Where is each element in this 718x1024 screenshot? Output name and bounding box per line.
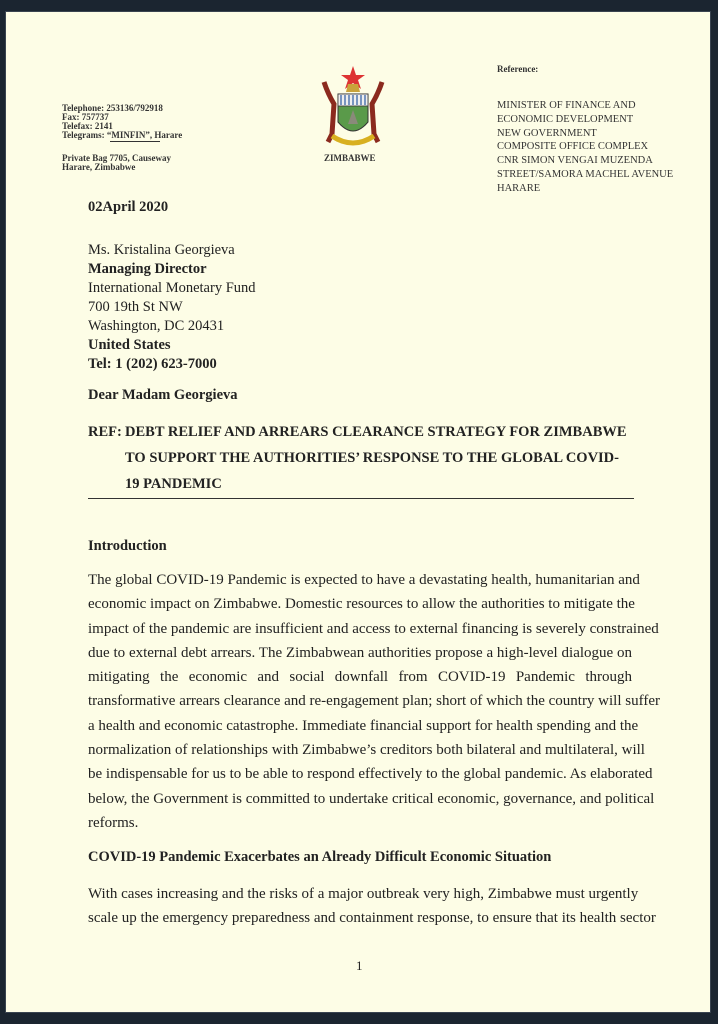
telefax: Telefax: 2141 [62,121,113,131]
ministry-line: CNR SIMON VENGAI MUZENDA [497,155,653,167]
letter-date: 02April 2020 [88,199,169,215]
postal-line: Harare, Zimbabwe [62,162,136,172]
fax: Fax: 757737 [62,112,109,122]
recipient-address [88,241,256,374]
paragraph-line: a health and economic catastrophe. Immediate financial support for health spending and the [88,717,639,734]
paragraph-line: transformative arrears clearance and re-engagement plan; short of which the country will suffer [88,693,660,710]
header-divider [110,141,160,142]
telephone: Telephone: 253136/792918 [62,103,163,113]
ministry-address [497,99,673,196]
ministry-line: ECONOMIC DEVELOPMENT [497,113,634,125]
ministry-line: HARARE [497,182,541,194]
recipient-name: Ms. Kristalina Georgieva [88,242,235,258]
section-heading-covid-economic: COVID-19 Pandemic Exacerbates an Already Difficult Economic Situation [88,849,552,865]
salutation: Dear Madam Georgieva [88,387,238,403]
zimbabwe-coat-of-arms-icon [318,64,388,156]
reference-label: Reference: [497,64,539,74]
subject-rule [88,498,634,499]
recipient-title: Managing Director [88,261,207,277]
ministry-line: COMPOSITE OFFICE COMPLEX [497,141,649,153]
paragraph-line: due to external debt arrears. The Zimbabwean authorities propose a high-level dialogue on [88,644,632,661]
recipient-street: 700 19th St NW [88,299,183,315]
recipient-city: Washington, DC 20431 [88,318,225,334]
recipient-tel: Tel: 1 (202) 623-7000 [88,356,217,372]
paragraph-line: scale up the emergency preparedness and containment response, to ensure that its health sector [88,910,656,927]
postal-address [62,154,171,172]
ref-subject [125,419,627,497]
ref-label: REF: [88,424,122,440]
section-heading-introduction: Introduction [88,538,167,554]
paragraph-line: economic impact on Zimbabwe. Domestic resources to allow the authorities to mitigate the [88,596,635,613]
recipient-country: United States [88,337,171,353]
ref-line: TO SUPPORT THE AUTHORITIES’ RESPONSE TO THE GLOBAL COVID- [125,450,619,466]
recipient-org: International Monetary Fund [88,280,256,296]
paragraph-line: below, the Government is committed to undertake critical economic, governance, and political [88,790,655,807]
paragraph-line: normalization of relationships with Zimbabwe’s creditors both bilateral and multilateral, will [88,742,645,759]
paragraph-line: reforms. [88,814,139,831]
telegrams: Telegrams: “MINFIN”, Harare [62,130,183,140]
paragraph-line: be indispensable for us to be able to respond effectively to the global pandemic. As elaborated [88,766,653,783]
letter-page [6,12,710,1012]
covid-economic-paragraph [88,882,656,931]
introduction-paragraph [88,568,660,835]
emblem-label: ZIMBABWE [324,153,376,163]
ref-line: DEBT RELIEF AND ARREARS CLEARANCE STRATEGY FOR ZIMBABWE [125,424,627,440]
paragraph-line: With cases increasing and the risks of a major outbreak very high, Zimbabwe must urgently [88,886,639,902]
ref-line: 19 PANDEMIC [125,476,222,492]
ministry-line: NEW GOVERNMENT [497,127,597,139]
ministry-line: MINISTER OF FINANCE AND [497,100,636,111]
paragraph-line: The global COVID-19 Pandemic is expected to have a devastating health, humanitarian and [88,572,640,588]
postal-line: Private Bag 7705, Causeway [62,153,171,163]
ministry-line: STREET/SAMORA MACHEL AVENUE [497,168,674,180]
paragraph-line: impact of the pandemic are insufficient and access to external financing is severely constrained [88,620,659,637]
contact-block [62,104,182,140]
page-number: 1 [356,958,363,973]
paragraph-line: mitigating the economic and social downfall from COVID-19 Pandemic through [88,669,632,686]
